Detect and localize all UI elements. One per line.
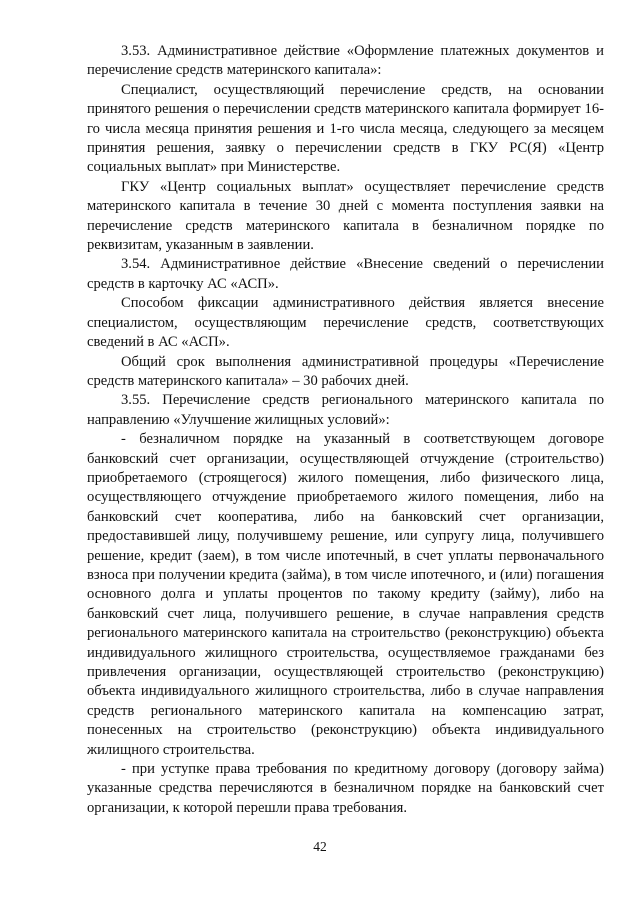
- paragraph-3-54-heading: 3.54. Административное действие «Внесение сведений о перечислении средств в карточку АС «АСП».: [87, 256, 604, 292]
- page-number: 42: [313, 839, 327, 854]
- paragraph-total-term: Общий срок выполнения административной процедуры «Перечисление средств материнского капитала» – 30 рабочих дней.: [87, 353, 604, 389]
- document-body: [87, 42, 604, 818]
- paragraph-fixation-method: Способом фиксации административного действия является внесение специалистом, осуществляющим перечисление средств, соответствующих сведений в АС «АСП».: [87, 295, 604, 351]
- paragraph-specialist-forms-request: Специалист, осуществляющий перечисление средств, на основании принятого решения о перечислении средств материнского капитала формирует 16-го числа месяца принятия решения и 1-го числа месяца, следующего за месяцем принятия решения, заявку о перечислении средств в ГКУ РС(Я) «Центр социальных выплат» при Министерстве.: [87, 81, 604, 176]
- paragraph-gku-transfer: ГКУ «Центр социальных выплат» осуществляет перечисление средств материнского капитала в течение 30 дней с момента поступления заявки на перечисление средств материнского капитала в безналичном порядке по реквизитам, указанным в заявлении.: [87, 178, 604, 254]
- paragraph-3-55-heading: 3.55. Перечисление средств регионального материнского капитала по направлению «Улучшение жилищных условий»:: [87, 392, 604, 428]
- paragraph-assignment-list-item: - при уступке права требования по кредитному договору (договору займа) указанные средства перечисляются в безналичном порядке на банковский счет организации, к которой перешли права требования.: [87, 761, 604, 816]
- paragraph-cashless-transfer-list-item: - безналичном порядке на указанный в соответствующем договоре банковский счет организации, осуществляющей отчуждение (строительство) приобретаемого (строящегося) жилого помещения, либо физического лица, осуществляющего отчуждение приобретаемого жилого помещения, либо на банковский счет кооператива, либо на банковский счет организации, предоставившей лицу, получившему решение, или супругу лица, получившего решение, кредит (заем), в том числе ипотечный, в счет уплаты первоначального взноса при получении кредита (займа), в том числе ипотечного, и (или) погашения основного долга и уплаты процентов по такому кредиту (займу), либо на банковский счет лица, получившего решение, в случае направления средств регионального материнского капитала на строительство (реконструкцию) объекта индивидуального жилищного строительства, осуществляемое гражданами без привлечения организации, осуществляющей строительство (реконструкцию) объекта индивидуального жилищного строительства, либо в случае направления средств регионального материнского капитала на компенсацию затрат, понесенных на строительство (реконструкцию) объекта индивидуального жилищного строительства.: [87, 431, 604, 758]
- paragraph-3-53-heading: 3.53. Административное действие «Оформление платежных документов и перечисление средств материнского капитала»:: [87, 43, 604, 79]
